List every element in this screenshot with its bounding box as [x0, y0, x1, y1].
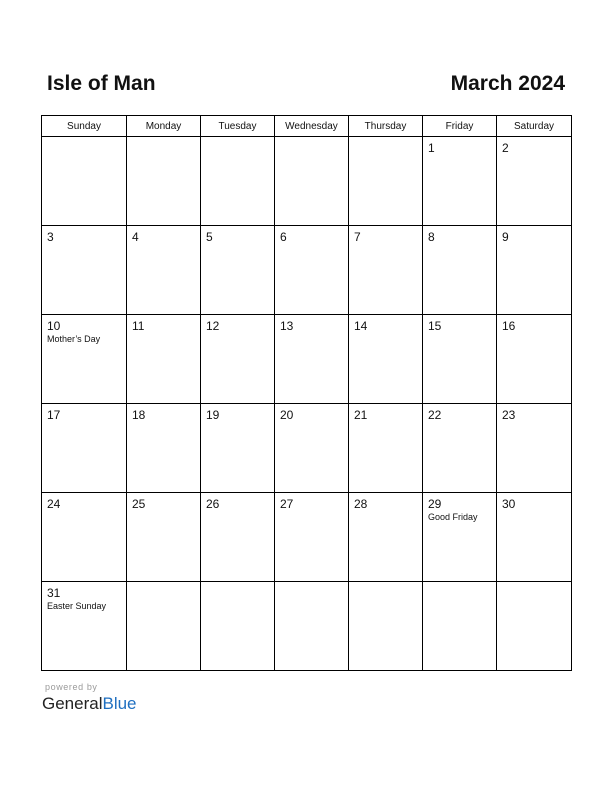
calendar-grid [41, 115, 572, 671]
day-number: 30 [502, 497, 516, 511]
calendar-week-row [42, 493, 572, 582]
calendar-day-cell [349, 582, 423, 671]
day-number: 6 [280, 230, 287, 244]
day-number: 7 [354, 230, 361, 244]
calendar-day-cell [497, 226, 572, 315]
calendar-day-cell [349, 315, 423, 404]
calendar-day-cell [201, 226, 275, 315]
day-number: 24 [47, 497, 61, 511]
calendar-day-cell [349, 226, 423, 315]
day-number: 31 [47, 586, 61, 600]
powered-by-text: powered by [45, 682, 98, 692]
calendar-day-cell [127, 137, 201, 226]
calendar-day-cell [423, 226, 497, 315]
weekday-header-tuesday: Tuesday [201, 116, 275, 137]
day-number: 21 [354, 408, 368, 422]
calendar-day-cell [349, 493, 423, 582]
day-number: 22 [428, 408, 442, 422]
holiday-label: Easter Sunday [47, 601, 107, 611]
calendar-day-cell [201, 582, 275, 671]
day-number: 18 [132, 408, 146, 422]
calendar-day-cell [423, 404, 497, 493]
day-number: 11 [132, 319, 145, 333]
calendar-day-cell [497, 493, 572, 582]
day-number: 10 [47, 319, 61, 333]
calendar-day-cell [275, 404, 349, 493]
calendar-day-cell [423, 315, 497, 404]
calendar-day-cell [275, 582, 349, 671]
day-number: 26 [206, 497, 220, 511]
calendar-week-row [42, 582, 572, 671]
day-number: 28 [354, 497, 368, 511]
calendar-week-row [42, 226, 572, 315]
calendar-month-title: March 2024 [450, 72, 565, 95]
calendar-week-row [42, 315, 572, 404]
day-number: 27 [280, 497, 294, 511]
day-number: 16 [502, 319, 516, 333]
day-number: 2 [502, 141, 509, 155]
weekday-header-monday: Monday [127, 116, 201, 137]
calendar-day-cell [497, 137, 572, 226]
holiday-label: Good Friday [428, 512, 478, 522]
calendar-region-title: Isle of Man [47, 72, 156, 95]
weekday-header-row [42, 116, 572, 137]
calendar-week-row [42, 404, 572, 493]
weekday-header-wednesday: Wednesday [275, 116, 349, 137]
calendar-day-cell [201, 493, 275, 582]
calendar-day-cell [127, 493, 201, 582]
day-number: 8 [428, 230, 435, 244]
brand-general-text: General [42, 694, 103, 713]
day-number: 17 [47, 408, 61, 422]
calendar-day-cell [42, 582, 127, 671]
calendar-day-cell [127, 404, 201, 493]
day-number: 23 [502, 408, 516, 422]
day-number: 15 [428, 319, 442, 333]
calendar-day-cell [349, 137, 423, 226]
calendar-day-cell [497, 582, 572, 671]
calendar-day-cell [127, 315, 201, 404]
calendar-day-cell [423, 582, 497, 671]
weekday-header-sunday: Sunday [42, 116, 127, 137]
calendar-week-row [42, 137, 572, 226]
brand-blue-text: Blue [102, 694, 137, 713]
day-number: 12 [206, 319, 220, 333]
calendar-day-cell [42, 226, 127, 315]
holiday-label: Mother’s Day [47, 334, 101, 344]
weekday-header-friday: Friday [423, 116, 497, 137]
day-number: 20 [280, 408, 294, 422]
calendar-day-cell [201, 137, 275, 226]
day-number: 9 [502, 230, 509, 244]
weekday-header-saturday: Saturday [497, 116, 572, 137]
calendar-day-cell [275, 493, 349, 582]
day-number: 14 [354, 319, 368, 333]
calendar-day-cell [275, 315, 349, 404]
calendar-day-cell [42, 493, 127, 582]
calendar-day-cell [423, 137, 497, 226]
calendar-day-cell [497, 404, 572, 493]
calendar-day-cell [275, 226, 349, 315]
day-number: 19 [206, 408, 220, 422]
calendar-day-cell [497, 315, 572, 404]
day-number: 25 [132, 497, 146, 511]
day-number: 1 [428, 141, 435, 155]
day-number: 4 [132, 230, 139, 244]
calendar-day-cell [349, 404, 423, 493]
day-number: 3 [47, 230, 54, 244]
calendar-day-cell [127, 226, 201, 315]
calendar-day-cell [201, 404, 275, 493]
calendar-day-cell [423, 493, 497, 582]
calendar-day-cell [127, 582, 201, 671]
calendar-day-cell [42, 137, 127, 226]
day-number: 13 [280, 319, 294, 333]
calendar-day-cell [42, 315, 127, 404]
calendar-day-cell [275, 137, 349, 226]
calendar-day-cell [42, 404, 127, 493]
generalblue-logo[interactable] [42, 694, 137, 714]
day-number: 29 [428, 497, 442, 511]
calendar-day-cell [201, 315, 275, 404]
day-number: 5 [206, 230, 213, 244]
weekday-header-thursday: Thursday [349, 116, 423, 137]
